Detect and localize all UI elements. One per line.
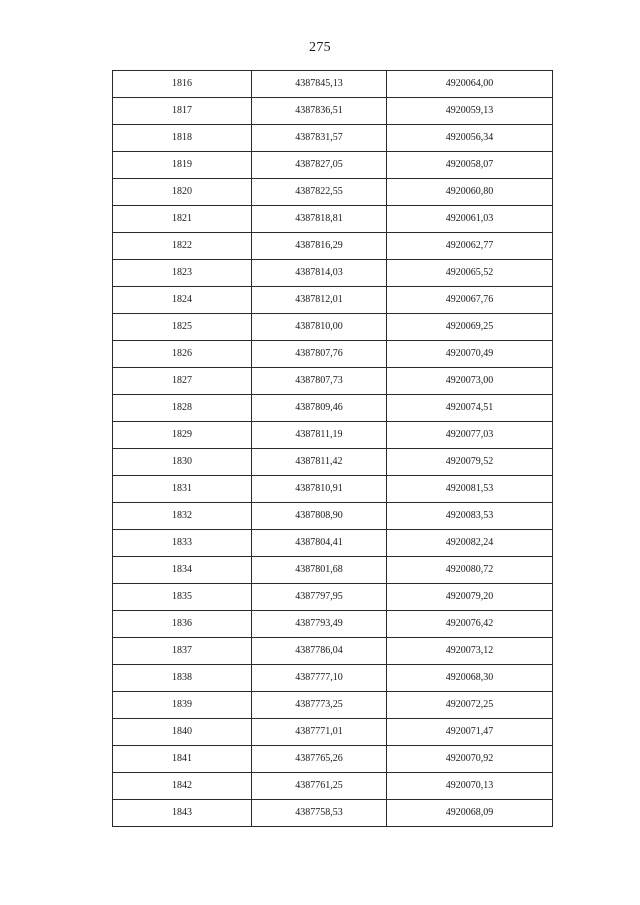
x-coordinate-cell: 4387804,41 bbox=[252, 530, 387, 557]
point-number-cell: 1832 bbox=[113, 503, 252, 530]
x-coordinate-cell: 4387811,19 bbox=[252, 422, 387, 449]
table-row bbox=[113, 503, 553, 530]
table-row bbox=[113, 773, 553, 800]
point-number-cell: 1818 bbox=[113, 125, 252, 152]
y-coordinate-cell: 4920061,03 bbox=[387, 206, 553, 233]
table-row bbox=[113, 395, 553, 422]
table-row bbox=[113, 287, 553, 314]
x-coordinate-cell: 4387831,57 bbox=[252, 125, 387, 152]
x-coordinate-cell: 4387845,13 bbox=[252, 71, 387, 98]
x-coordinate-cell: 4387765,26 bbox=[252, 746, 387, 773]
x-coordinate-cell: 4387816,29 bbox=[252, 233, 387, 260]
table-row bbox=[113, 314, 553, 341]
y-coordinate-cell: 4920064,00 bbox=[387, 71, 553, 98]
point-number-cell: 1839 bbox=[113, 692, 252, 719]
point-number-cell: 1824 bbox=[113, 287, 252, 314]
x-coordinate-cell: 4387801,68 bbox=[252, 557, 387, 584]
point-number-cell: 1822 bbox=[113, 233, 252, 260]
y-coordinate-cell: 4920056,34 bbox=[387, 125, 553, 152]
x-coordinate-cell: 4387809,46 bbox=[252, 395, 387, 422]
table-row bbox=[113, 476, 553, 503]
y-coordinate-cell: 4920071,47 bbox=[387, 719, 553, 746]
table-row bbox=[113, 584, 553, 611]
x-coordinate-cell: 4387814,03 bbox=[252, 260, 387, 287]
table-row bbox=[113, 152, 553, 179]
y-coordinate-cell: 4920082,24 bbox=[387, 530, 553, 557]
x-coordinate-cell: 4387812,01 bbox=[252, 287, 387, 314]
y-coordinate-cell: 4920074,51 bbox=[387, 395, 553, 422]
x-coordinate-cell: 4387793,49 bbox=[252, 611, 387, 638]
coordinates-table bbox=[112, 70, 553, 827]
point-number-cell: 1842 bbox=[113, 773, 252, 800]
point-number-cell: 1826 bbox=[113, 341, 252, 368]
x-coordinate-cell: 4387818,81 bbox=[252, 206, 387, 233]
y-coordinate-cell: 4920060,80 bbox=[387, 179, 553, 206]
y-coordinate-cell: 4920059,13 bbox=[387, 98, 553, 125]
x-coordinate-cell: 4387808,90 bbox=[252, 503, 387, 530]
point-number-cell: 1828 bbox=[113, 395, 252, 422]
table-row bbox=[113, 611, 553, 638]
point-number-cell: 1816 bbox=[113, 71, 252, 98]
point-number-cell: 1837 bbox=[113, 638, 252, 665]
x-coordinate-cell: 4387773,25 bbox=[252, 692, 387, 719]
y-coordinate-cell: 4920068,09 bbox=[387, 800, 553, 827]
y-coordinate-cell: 4920069,25 bbox=[387, 314, 553, 341]
y-coordinate-cell: 4920072,25 bbox=[387, 692, 553, 719]
y-coordinate-cell: 4920065,52 bbox=[387, 260, 553, 287]
point-number-cell: 1820 bbox=[113, 179, 252, 206]
y-coordinate-cell: 4920070,49 bbox=[387, 341, 553, 368]
x-coordinate-cell: 4387827,05 bbox=[252, 152, 387, 179]
y-coordinate-cell: 4920062,77 bbox=[387, 233, 553, 260]
point-number-cell: 1835 bbox=[113, 584, 252, 611]
point-number-cell: 1841 bbox=[113, 746, 252, 773]
table-body bbox=[113, 71, 553, 827]
x-coordinate-cell: 4387811,42 bbox=[252, 449, 387, 476]
point-number-cell: 1819 bbox=[113, 152, 252, 179]
table-row bbox=[113, 449, 553, 476]
table-row bbox=[113, 125, 553, 152]
table-row bbox=[113, 260, 553, 287]
point-number-cell: 1840 bbox=[113, 719, 252, 746]
y-coordinate-cell: 4920073,12 bbox=[387, 638, 553, 665]
x-coordinate-cell: 4387810,91 bbox=[252, 476, 387, 503]
point-number-cell: 1843 bbox=[113, 800, 252, 827]
table-row bbox=[113, 746, 553, 773]
y-coordinate-cell: 4920080,72 bbox=[387, 557, 553, 584]
table-row bbox=[113, 233, 553, 260]
x-coordinate-cell: 4387810,00 bbox=[252, 314, 387, 341]
y-coordinate-cell: 4920083,53 bbox=[387, 503, 553, 530]
y-coordinate-cell: 4920070,92 bbox=[387, 746, 553, 773]
point-number-cell: 1834 bbox=[113, 557, 252, 584]
x-coordinate-cell: 4387758,53 bbox=[252, 800, 387, 827]
x-coordinate-cell: 4387777,10 bbox=[252, 665, 387, 692]
x-coordinate-cell: 4387786,04 bbox=[252, 638, 387, 665]
point-number-cell: 1825 bbox=[113, 314, 252, 341]
y-coordinate-cell: 4920058,07 bbox=[387, 152, 553, 179]
x-coordinate-cell: 4387761,25 bbox=[252, 773, 387, 800]
y-coordinate-cell: 4920068,30 bbox=[387, 665, 553, 692]
point-number-cell: 1838 bbox=[113, 665, 252, 692]
y-coordinate-cell: 4920077,03 bbox=[387, 422, 553, 449]
table-row bbox=[113, 368, 553, 395]
table-row bbox=[113, 692, 553, 719]
point-number-cell: 1829 bbox=[113, 422, 252, 449]
point-number-cell: 1836 bbox=[113, 611, 252, 638]
x-coordinate-cell: 4387807,76 bbox=[252, 341, 387, 368]
x-coordinate-cell: 4387836,51 bbox=[252, 98, 387, 125]
y-coordinate-cell: 4920081,53 bbox=[387, 476, 553, 503]
y-coordinate-cell: 4920079,52 bbox=[387, 449, 553, 476]
table-row bbox=[113, 422, 553, 449]
point-number-cell: 1833 bbox=[113, 530, 252, 557]
point-number-cell: 1823 bbox=[113, 260, 252, 287]
page-number: 275 bbox=[309, 40, 331, 55]
table-row bbox=[113, 665, 553, 692]
table-row bbox=[113, 98, 553, 125]
point-number-cell: 1827 bbox=[113, 368, 252, 395]
x-coordinate-cell: 4387797,95 bbox=[252, 584, 387, 611]
point-number-cell: 1831 bbox=[113, 476, 252, 503]
table-row bbox=[113, 557, 553, 584]
table-row bbox=[113, 206, 553, 233]
table-row bbox=[113, 800, 553, 827]
y-coordinate-cell: 4920070,13 bbox=[387, 773, 553, 800]
y-coordinate-cell: 4920073,00 bbox=[387, 368, 553, 395]
table-row bbox=[113, 530, 553, 557]
y-coordinate-cell: 4920079,20 bbox=[387, 584, 553, 611]
point-number-cell: 1821 bbox=[113, 206, 252, 233]
point-number-cell: 1817 bbox=[113, 98, 252, 125]
x-coordinate-cell: 4387807,73 bbox=[252, 368, 387, 395]
table-row bbox=[113, 638, 553, 665]
point-number-cell: 1830 bbox=[113, 449, 252, 476]
table-row bbox=[113, 179, 553, 206]
table-row bbox=[113, 341, 553, 368]
y-coordinate-cell: 4920076,42 bbox=[387, 611, 553, 638]
x-coordinate-cell: 4387822,55 bbox=[252, 179, 387, 206]
y-coordinate-cell: 4920067,76 bbox=[387, 287, 553, 314]
x-coordinate-cell: 4387771,01 bbox=[252, 719, 387, 746]
table-row bbox=[113, 71, 553, 98]
table-row bbox=[113, 719, 553, 746]
